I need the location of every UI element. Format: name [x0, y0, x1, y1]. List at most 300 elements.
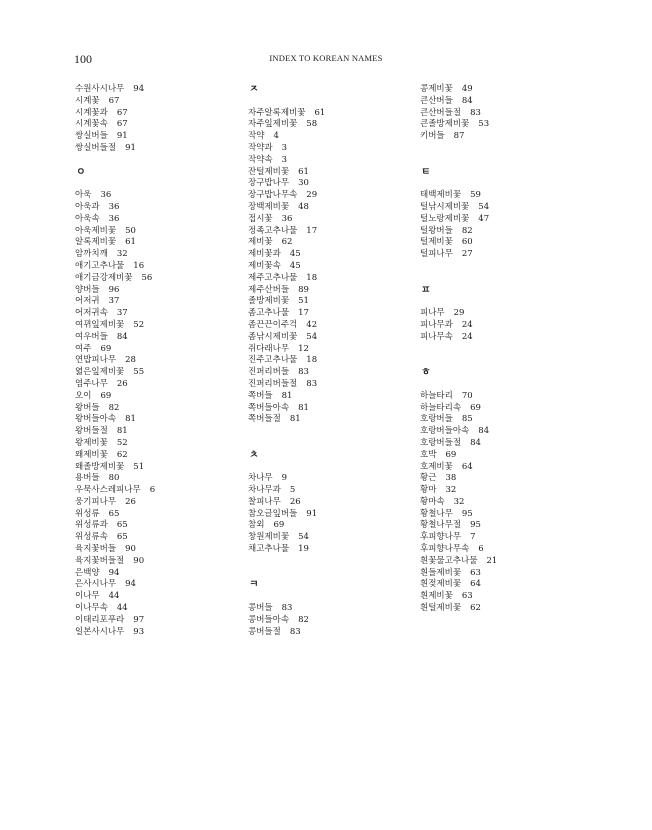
entry-name: 하늘타리속: [420, 402, 462, 413]
index-entry: [75, 627, 255, 639]
spacer: [248, 556, 428, 568]
entry-name: 콩제비꽃: [420, 84, 453, 94]
index-entry: [248, 473, 428, 485]
index-entry: [75, 214, 255, 226]
entry-page-number: 69: [470, 402, 481, 413]
index-entry: [420, 568, 600, 580]
entry-page-number: 24: [461, 319, 473, 330]
entry-page-number: 69: [100, 390, 112, 401]
index-entry: [420, 497, 600, 509]
entry-name: 흰젖제비꽃: [420, 579, 462, 590]
running-head: INDEX TO KOREAN NAMES: [269, 53, 383, 63]
index-entry: [248, 367, 428, 379]
entry-name: 위성류과: [75, 520, 108, 531]
entry-page-number: 59: [470, 190, 481, 201]
entry-name: 이태리포푸라: [75, 614, 125, 625]
index-entry: [75, 261, 255, 273]
entry-page-number: 85: [461, 414, 473, 425]
entry-name: 육지꽃버들절: [75, 555, 125, 566]
index-entry: [75, 143, 255, 155]
entry-name: 쪽버들아속: [248, 402, 290, 413]
index-entry: [420, 532, 600, 544]
index-entry: [248, 627, 428, 639]
entry-name: 제비꽃과: [248, 249, 281, 260]
index-entry: [420, 520, 600, 532]
entry-page-number: 5: [289, 485, 296, 496]
entry-name: 왜제비꽃: [75, 449, 108, 460]
index-entry: [420, 438, 600, 450]
entry-page-number: 64: [470, 579, 481, 590]
entry-name: 흰들제비꽃: [420, 567, 462, 578]
entry-page-number: 54: [306, 331, 318, 342]
entry-page-number: 45: [289, 249, 301, 260]
entry-name: 일본사시나무: [75, 626, 125, 637]
index-entry: [75, 497, 255, 509]
entry-name: 호제비꽃: [420, 461, 453, 472]
entry-page-number: 67: [116, 107, 128, 118]
entry-name: 졸방제비꽃: [248, 296, 290, 307]
section-heading: ㅍ: [421, 284, 431, 296]
entry-name: 차나무과: [248, 485, 281, 496]
entry-page-number: 44: [116, 603, 128, 614]
section-heading: ㅈ: [249, 84, 259, 95]
index-entry: [420, 462, 600, 474]
spacer: [420, 344, 600, 356]
index-entry: [420, 450, 600, 462]
entry-name: 황마속: [420, 496, 445, 507]
index-entry: [75, 462, 255, 474]
index-entry: [75, 119, 255, 131]
entry-page-number: 95: [461, 508, 473, 519]
spacer: [420, 155, 600, 167]
index-entry: [248, 296, 428, 308]
entry-page-number: 37: [116, 308, 128, 319]
entry-page-number: 49: [461, 84, 473, 94]
index-entry: [420, 202, 600, 214]
index-entry: [248, 391, 428, 403]
index-entry: [75, 438, 255, 450]
entry-name: 털노랑제비꽃: [420, 213, 470, 224]
index-entry: [248, 344, 428, 356]
entry-name: 이나무: [75, 591, 100, 602]
spacer: [248, 96, 428, 108]
entry-page-number: 36: [108, 213, 120, 224]
entry-page-number: 7: [470, 532, 476, 543]
entry-page-number: 89: [298, 284, 309, 295]
section-heading: ㅎ: [421, 367, 431, 379]
spacer: [420, 355, 600, 367]
index-column-1: [75, 84, 255, 638]
entry-name: 쪽버들절: [248, 414, 281, 425]
index-entry: [248, 273, 428, 285]
entry-name: 육지꽃버들: [75, 544, 117, 555]
entry-name: 애기금강제비꽃: [75, 272, 133, 283]
index-entry: [248, 615, 428, 627]
entry-name: 시계꽃: [75, 95, 100, 106]
entry-page-number: 94: [125, 579, 136, 590]
entry-page-number: 32: [445, 485, 457, 496]
entry-page-number: 84: [461, 95, 473, 106]
index-entry: [75, 226, 255, 238]
entry-name: 털낚시제비꽃: [420, 201, 470, 212]
entry-page-number: 21: [486, 555, 498, 566]
entry-page-number: 65: [108, 508, 120, 519]
entry-page-number: 16: [133, 260, 145, 271]
index-entry: [420, 414, 600, 426]
entry-page-number: 52: [116, 437, 128, 448]
index-entry: [75, 579, 255, 591]
entry-name: 이나무속: [75, 603, 108, 614]
entry-page-number: 62: [116, 449, 128, 460]
spacer: [248, 462, 428, 474]
entry-page-number: 91: [306, 508, 318, 519]
entry-page-number: 36: [108, 201, 120, 212]
index-entry: [248, 285, 428, 297]
entry-page-number: 18: [306, 272, 318, 283]
entry-name: 털왕버들: [420, 225, 453, 236]
index-entry: [75, 391, 255, 403]
entry-page-number: 36: [281, 213, 293, 224]
entry-page-number: 90: [125, 544, 136, 555]
entry-name: 좀끈끈이주걱: [248, 319, 298, 330]
index-entry: [248, 261, 428, 273]
entry-page-number: 70: [461, 390, 473, 401]
index-entry: [248, 131, 428, 143]
entry-name: 흰제비꽃: [420, 591, 453, 602]
entry-page-number: 83: [470, 107, 481, 118]
entry-name: 장구밥나무: [248, 178, 290, 189]
entry-page-number: 69: [273, 520, 285, 531]
entry-name: 장백제비꽃: [248, 201, 290, 212]
index-entry: [75, 332, 255, 344]
spacer: [248, 438, 428, 450]
index-entry: [75, 355, 255, 367]
index-entry: [420, 84, 600, 96]
entry-page-number: 32: [453, 496, 465, 507]
entry-name: 위성류속: [75, 532, 108, 543]
index-entry: [248, 202, 428, 214]
entry-name: 참외: [248, 520, 265, 531]
entry-name: 우묵사스레피나무: [75, 485, 141, 496]
entry-name: 용버들: [75, 473, 100, 484]
section-heading: ㅌ: [421, 166, 431, 178]
entry-page-number: 60: [461, 237, 473, 248]
entry-name: 어저귀: [75, 296, 100, 307]
entry-page-number: 94: [108, 567, 120, 578]
entry-name: 제주고추나물: [248, 272, 298, 283]
index-entry: [420, 96, 600, 108]
entry-name: 진주고추나물: [248, 355, 298, 366]
spacer: [420, 273, 600, 285]
entry-name: 호박: [420, 449, 437, 460]
entry-name: 자주잎제비꽃: [248, 119, 298, 130]
entry-page-number: 48: [298, 201, 309, 212]
entry-name: 아욱제비꽃: [75, 225, 117, 236]
entry-page-number: 29: [453, 308, 465, 319]
index-entry: [248, 320, 428, 332]
entry-page-number: 54: [298, 532, 309, 543]
entry-name: 아욱속: [75, 213, 100, 224]
index-entry: [75, 344, 255, 356]
entry-name: 장구밥나무속: [248, 190, 298, 201]
index-entry: [248, 143, 428, 155]
entry-page-number: 83: [298, 367, 309, 378]
entry-name: 엷은잎제비꽃: [75, 367, 125, 378]
index-entry: [248, 167, 428, 179]
entry-page-number: 27: [461, 249, 473, 260]
entry-page-number: 56: [141, 272, 153, 283]
entry-name: 털제비꽃: [420, 237, 453, 248]
entry-name: 아욱과: [75, 201, 100, 212]
entry-name: 암까치깨: [75, 249, 108, 260]
entry-page-number: 3: [281, 142, 288, 153]
index-entry: [248, 237, 428, 249]
index-entry: [420, 473, 600, 485]
index-entry: [248, 379, 428, 391]
entry-page-number: 61: [314, 107, 326, 118]
entry-name: 위성류: [75, 508, 100, 519]
index-entry: [420, 214, 600, 226]
entry-name: 작약: [248, 131, 265, 142]
entry-name: 차나무: [248, 473, 273, 484]
index-entry: [420, 332, 600, 344]
index-entry: [248, 485, 428, 497]
section-heading: ㅊ: [249, 449, 259, 461]
index-entry: [420, 119, 600, 131]
index-entry: [420, 509, 600, 521]
entry-name: 콩버들아속: [248, 614, 290, 625]
entry-name: 호랑버들아속: [420, 426, 470, 437]
index-entry: [420, 320, 600, 332]
entry-name: 작약속: [248, 154, 273, 165]
entry-name: 황근: [420, 473, 437, 484]
entry-name: 후피향나무속: [420, 544, 470, 555]
index-entry: [248, 497, 428, 509]
entry-name: 황마: [420, 485, 437, 496]
entry-page-number: 81: [281, 390, 293, 401]
entry-page-number: 95: [470, 520, 481, 531]
entry-page-number: 53: [478, 119, 490, 130]
entry-name: 황철나무절: [420, 520, 462, 531]
entry-name: 애기고추나물: [75, 260, 125, 271]
entry-name: 피나무속: [420, 331, 453, 342]
index-entry: [75, 509, 255, 521]
index-column-2: [248, 84, 428, 638]
entry-page-number: 4: [273, 131, 279, 142]
index-entry: [75, 568, 255, 580]
index-entry: [75, 414, 255, 426]
index-entry: [248, 308, 428, 320]
entry-page-number: 37: [108, 296, 120, 307]
index-entry: [248, 603, 428, 615]
entry-page-number: 58: [306, 119, 318, 130]
entry-page-number: 32: [116, 249, 128, 260]
entry-name: 피나무: [420, 308, 445, 319]
section-heading: ㅇ: [76, 166, 86, 178]
index-entry: [248, 119, 428, 131]
index-entry: [75, 190, 255, 202]
index-entry: [420, 403, 600, 415]
index-entry: [75, 532, 255, 544]
entry-page-number: 44: [108, 591, 120, 602]
index-entry: [420, 426, 600, 438]
index-entry: [420, 131, 600, 143]
index-entry: [420, 556, 600, 568]
entry-page-number: 29: [306, 190, 318, 201]
index-entry: [248, 214, 428, 226]
entry-page-number: 9: [281, 473, 288, 484]
entry-page-number: 83: [289, 626, 301, 637]
entry-page-number: 65: [116, 520, 128, 531]
index-entry: [248, 544, 428, 556]
index-entry: [75, 556, 255, 568]
index-entry: [420, 391, 600, 403]
entry-name: 은백양: [75, 567, 100, 578]
entry-name: 염주나무: [75, 378, 108, 389]
entry-page-number: 81: [125, 414, 136, 425]
entry-page-number: 93: [133, 626, 145, 637]
entry-name: 왕버들: [75, 402, 100, 413]
spacer: [420, 143, 600, 155]
entry-name: 진퍼리버들절: [248, 378, 298, 389]
entry-page-number: 62: [281, 237, 293, 248]
entry-page-number: 67: [108, 95, 120, 106]
entry-name: 수원사시나무: [75, 84, 125, 94]
entry-page-number: 52: [133, 319, 145, 330]
entry-name: 쌍실버들: [75, 131, 108, 142]
index-entry: [75, 450, 255, 462]
entry-page-number: 83: [306, 378, 318, 389]
index-entry: [75, 237, 255, 249]
index-entry: [248, 155, 428, 167]
entry-page-number: 12: [298, 343, 309, 354]
entry-name: 키버들: [420, 131, 445, 142]
entry-page-number: 83: [281, 603, 293, 614]
entry-name: 시계꽃과: [75, 107, 108, 118]
index-entry: [75, 296, 255, 308]
index-entry: [248, 226, 428, 238]
entry-page-number: 81: [298, 402, 309, 413]
index-entry: [420, 579, 600, 591]
index-entry: [75, 403, 255, 415]
entry-name: 하늘타리: [420, 390, 453, 401]
index-entry: [75, 84, 255, 96]
index-entry: [75, 473, 255, 485]
spacer: [248, 426, 428, 438]
index-entry: [75, 108, 255, 120]
index-entry: [75, 591, 255, 603]
index-entry: [248, 332, 428, 344]
index-entry: [420, 308, 600, 320]
entry-page-number: 69: [445, 449, 457, 460]
entry-page-number: 26: [116, 378, 128, 389]
index-entry: [420, 544, 600, 556]
entry-page-number: 64: [461, 461, 473, 472]
entry-name: 연밥피나무: [75, 355, 117, 366]
entry-page-number: 65: [116, 532, 128, 543]
index-entry: [248, 520, 428, 532]
entry-name: 후피향나무: [420, 532, 462, 543]
entry-page-number: 6: [478, 544, 484, 555]
entry-name: 제비꽃속: [248, 260, 281, 271]
entry-name: 시계꽃속: [75, 119, 108, 130]
entry-page-number: 28: [125, 355, 136, 366]
entry-page-number: 61: [125, 237, 136, 248]
index-entry: [248, 108, 428, 120]
index-entry: [420, 249, 600, 261]
index-entry: [248, 178, 428, 190]
entry-page-number: 82: [108, 402, 120, 413]
entry-name: 피나무과: [420, 319, 453, 330]
spacer: [420, 379, 600, 391]
entry-page-number: 82: [298, 614, 309, 625]
index-entry: [75, 249, 255, 261]
entry-page-number: 91: [116, 131, 128, 142]
entry-page-number: 84: [478, 426, 490, 437]
entry-name: 왜졸방제비꽃: [75, 461, 125, 472]
entry-page-number: 26: [125, 496, 136, 507]
index-entry: [420, 603, 600, 615]
entry-name: 찰피나무: [248, 496, 281, 507]
index-entry: [248, 249, 428, 261]
index-entry: [75, 379, 255, 391]
entry-name: 아욱: [75, 190, 92, 201]
entry-page-number: 69: [100, 343, 112, 354]
index-entry: [75, 96, 255, 108]
index-entry: [420, 485, 600, 497]
entry-page-number: 17: [306, 225, 318, 236]
entry-name: 작약과: [248, 142, 273, 153]
index-entry: [75, 285, 255, 297]
entry-page-number: 26: [289, 496, 301, 507]
entry-name: 왕버들절: [75, 426, 108, 437]
entry-name: 양버들: [75, 284, 100, 295]
entry-name: 큰졸방제비꽃: [420, 119, 470, 130]
index-entry: [75, 367, 255, 379]
entry-name: 호랑버들절: [420, 437, 462, 448]
entry-page-number: 80: [108, 473, 120, 484]
entry-page-number: 81: [116, 426, 128, 437]
entry-page-number: 87: [453, 131, 465, 142]
index-entry: [248, 532, 428, 544]
entry-name: 좀낚시제비꽃: [248, 331, 298, 342]
spacer: [420, 178, 600, 190]
index-entry: [420, 226, 600, 238]
entry-page-number: 97: [133, 614, 145, 625]
entry-name: 어저귀속: [75, 308, 108, 319]
entry-page-number: 82: [461, 225, 473, 236]
entry-page-number: 3: [281, 154, 288, 165]
entry-name: 정족고추나물: [248, 225, 298, 236]
spacer: [248, 591, 428, 603]
entry-name: 쥐다래나무: [248, 343, 290, 354]
entry-name: 채고추나물: [248, 544, 290, 555]
index-entry: [75, 131, 255, 143]
spacer: [248, 568, 428, 580]
entry-name: 큰산버들절: [420, 107, 462, 118]
entry-page-number: 63: [470, 567, 481, 578]
entry-page-number: 18: [306, 355, 318, 366]
index-entry: [248, 509, 428, 521]
entry-name: 접시꽃: [248, 213, 273, 224]
entry-name: 잔털제비꽃: [248, 166, 290, 177]
entry-page-number: 55: [133, 367, 145, 378]
entry-name: 여우버들: [75, 331, 108, 342]
index-entry: [75, 308, 255, 320]
entry-name: 흰꽃물고추나물: [420, 555, 478, 566]
entry-page-number: 30: [298, 178, 309, 189]
entry-name: 큰산버들: [420, 95, 453, 106]
